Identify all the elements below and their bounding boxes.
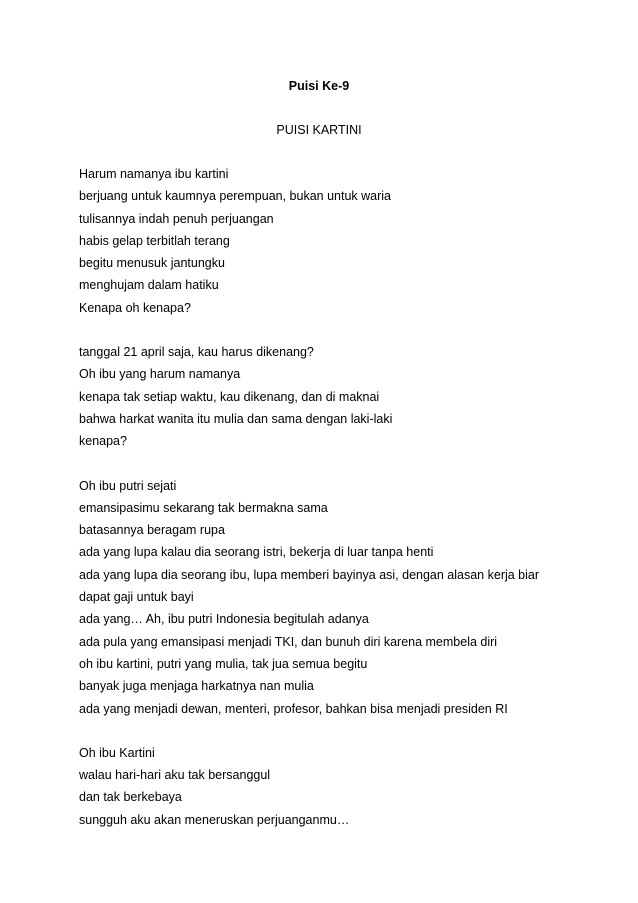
poem-line: Harum namanya ibu kartini <box>79 167 229 181</box>
stanza-2 <box>79 341 599 452</box>
poem-title: PUISI KARTINI <box>276 123 362 137</box>
poem-line: kenapa tak setiap waktu, kau dikenang, dan di maknai <box>79 389 380 404</box>
poem-line: kenapa? <box>79 434 127 449</box>
poem-line: banyak juga menjaga harkatnya nan mulia <box>79 679 314 694</box>
stanza-3 <box>79 475 599 720</box>
stanza-4 <box>79 742 599 831</box>
poem-line: walau hari-hari aku tak bersanggul <box>79 768 271 783</box>
poem-line: sungguh aku akan meneruskan perjuanganmu… <box>79 812 350 827</box>
poem-body <box>79 163 599 853</box>
poem-line: ada yang lupa dia seorang ibu, lupa memberi bayinya asi, dengan alasan kerja biar <box>79 567 540 582</box>
poem-line: ada yang menjadi dewan, menteri, profesor, bahkan bisa menjadi presiden RI <box>79 701 508 716</box>
poem-line: begitu menusuk jantungku <box>79 256 225 271</box>
poem-line: ada yang lupa kalau dia seorang istri, bekerja di luar tanpa henti <box>79 545 434 560</box>
poem-line: menghujam dalam hatiku <box>79 278 219 293</box>
poem-line: Oh ibu Kartini <box>79 745 155 760</box>
poem-line: Kenapa oh kenapa? <box>79 300 191 315</box>
poem-line: Oh ibu putri sejati <box>79 478 177 493</box>
poem-line: bahwa harkat wanita itu mulia dan sama dengan laki-laki <box>79 411 393 426</box>
poem-line: dapat gaji untuk bayi <box>79 590 194 605</box>
poem-line: Oh ibu yang harum namanya <box>79 367 241 382</box>
stanza-1 <box>79 163 599 319</box>
poem-line: dan tak berkebaya <box>79 790 182 805</box>
poem-number-heading: Puisi Ke-9 <box>288 79 350 93</box>
poem-line: berjuang untuk kaumnya perempuan, bukan untuk waria <box>79 189 392 204</box>
poem-line: tanggal 21 april saja, kau harus dikenang? <box>79 345 314 360</box>
poem-line: emansipasimu sekarang tak bermakna sama <box>79 500 328 515</box>
poem-line: ada pula yang emansipasi menjadi TKI, dan bunuh diri karena membela diri <box>79 634 498 649</box>
poem-line: tulisannya indah penuh perjuangan <box>79 211 274 226</box>
poem-line: ada yang… Ah, ibu putri Indonesia begitulah adanya <box>79 612 369 627</box>
poem-line: batasannya beragam rupa <box>79 523 225 538</box>
poem-line: habis gelap terbitlah terang <box>79 233 230 248</box>
poem-line: oh ibu kartini, putri yang mulia, tak jua semua begitu <box>79 656 368 671</box>
